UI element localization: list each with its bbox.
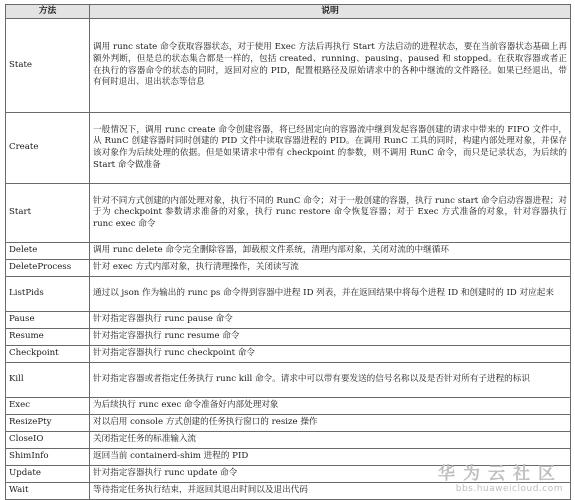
method-name: Checkpoint	[6, 346, 90, 363]
description-text: 针对指定容器执行 runc checkpoint 命令	[93, 348, 255, 359]
method-description	[90, 184, 571, 243]
method-description	[90, 243, 571, 260]
description-text: 针对不同方式创建的内部处理对象，执行不同的 RunC 命令；对于一般创建的容器，执行 runc start 命令启动容器进程；对于为 checkpoint 参数请求准备的对象，执行 runc restore 命令恢复容器；对于 Exec 方式准备的对象，针对容器执行 runc exec 命令	[93, 195, 567, 229]
method-description	[90, 363, 571, 398]
description-text: 为后续执行 runc exec 命令准备好内部处理对象	[93, 400, 279, 411]
table-row	[6, 19, 571, 113]
method-description	[90, 398, 571, 415]
description-text: 对以启用 console 方式创建的任务执行窗口的 resize 操作	[93, 417, 318, 428]
description-text: 针对指定容器执行 runc resume 命令	[93, 331, 240, 342]
method-description	[90, 277, 571, 312]
table-row	[6, 363, 571, 398]
methods-table	[5, 4, 571, 500]
description-text: 针对指定容器执行 runc pause 命令	[93, 314, 233, 325]
table-row	[6, 243, 571, 260]
method-name: ShimInfo	[6, 449, 90, 466]
table-header-row	[6, 5, 571, 19]
description-text: 针对 exec 方式内部对象，执行清理操作，关闭读写流	[93, 262, 299, 273]
description-text: 调用 runc delete 命令完全删除容器，卸载根文件系统，清理内部对象，关闭对流的中继循环	[93, 245, 449, 256]
description-text: 调用 runc state 命令获取容器状态，对于使用 Exec 方法后再执行 Start 方法启动的进程状态，要在当前容器状态基础上再额外判断，但是总的状态集合都是一样的，包括 created、running、pausing、paused 和 stopped。在获取容器或者正在执行的容器命令的状态的同时，返回对应的 PID，配置根路径及原始请求中的各种中继流的文件路径。如果已经退出，带有何时退出、退出状态等信息	[93, 42, 567, 88]
method-name: DeleteProcess	[6, 260, 90, 277]
method-description	[90, 113, 571, 184]
method-description	[90, 346, 571, 363]
table-row	[6, 415, 571, 432]
table-row	[6, 184, 571, 243]
method-name: Resume	[6, 329, 90, 346]
table-row	[6, 449, 571, 466]
header-description: 说明	[90, 5, 571, 19]
description-text: 针对指定容器或者指定任务执行 runc kill 命令。请求中可以带有要发送的信号名称以及是否针对所有子进程的标识	[93, 374, 530, 385]
table-row	[6, 398, 571, 415]
watermark-url: bbs.huaweicloud.com	[455, 484, 563, 494]
method-name: Update	[6, 466, 90, 483]
watermark	[438, 464, 563, 495]
header-method: 方法	[6, 5, 90, 19]
description-text: 返回当前 containerd-shim 进程的 PID	[93, 451, 249, 462]
method-name: Wait	[6, 483, 90, 500]
method-name: CloseIO	[6, 432, 90, 449]
description-text: 关闭指定任务的标准输入流	[93, 434, 197, 445]
method-name: Pause	[6, 312, 90, 329]
description-text: 通过以 json 作为输出的 runc ps 命令得到容器中进程 ID 列表，并在返回结果中将每个进程 ID 和创建时的 ID 对应起来	[93, 288, 554, 299]
table-row	[6, 312, 571, 329]
method-description	[90, 19, 571, 113]
table-row	[6, 113, 571, 184]
description-text: 一般情况下，调用 runc create 命令创建容器，将已经固定向的容器流中继到发起容器创建的请求中带来的 FIFO 文件中，从 RunC 创建容器时同时创建的 PID 文件中读取容器进程的 PID。在调用 RunC 工具的同时，构建内部处理对象，并保存该对象作为后续处理的依据。但是如果请求中带有 checkpoint 的参数，则不调用 RunC 命令，而只是记录状态，为后续的 Start 命令做准备	[93, 124, 567, 170]
method-description	[90, 432, 571, 449]
method-description	[90, 312, 571, 329]
watermark-title: 华为云社区	[438, 464, 563, 484]
method-description	[90, 449, 571, 466]
table-row	[6, 346, 571, 363]
method-name: Create	[6, 113, 90, 184]
method-description	[90, 260, 571, 277]
document-page	[5, 4, 570, 500]
description-text: 针对指定容器执行 runc update 命令	[93, 468, 238, 479]
method-name: Start	[6, 184, 90, 243]
method-name: Delete	[6, 243, 90, 260]
table-row	[6, 277, 571, 312]
table-row	[6, 329, 571, 346]
method-description	[90, 415, 571, 432]
method-name: ListPids	[6, 277, 90, 312]
method-name: Kill	[6, 363, 90, 398]
method-description	[90, 329, 571, 346]
table-row	[6, 432, 571, 449]
description-text: 等待指定任务执行结束，并返回其退出时间以及退出代码	[93, 485, 308, 496]
method-name: ResizePty	[6, 415, 90, 432]
table-row	[6, 260, 571, 277]
method-name: State	[6, 19, 90, 113]
method-name: Exec	[6, 398, 90, 415]
